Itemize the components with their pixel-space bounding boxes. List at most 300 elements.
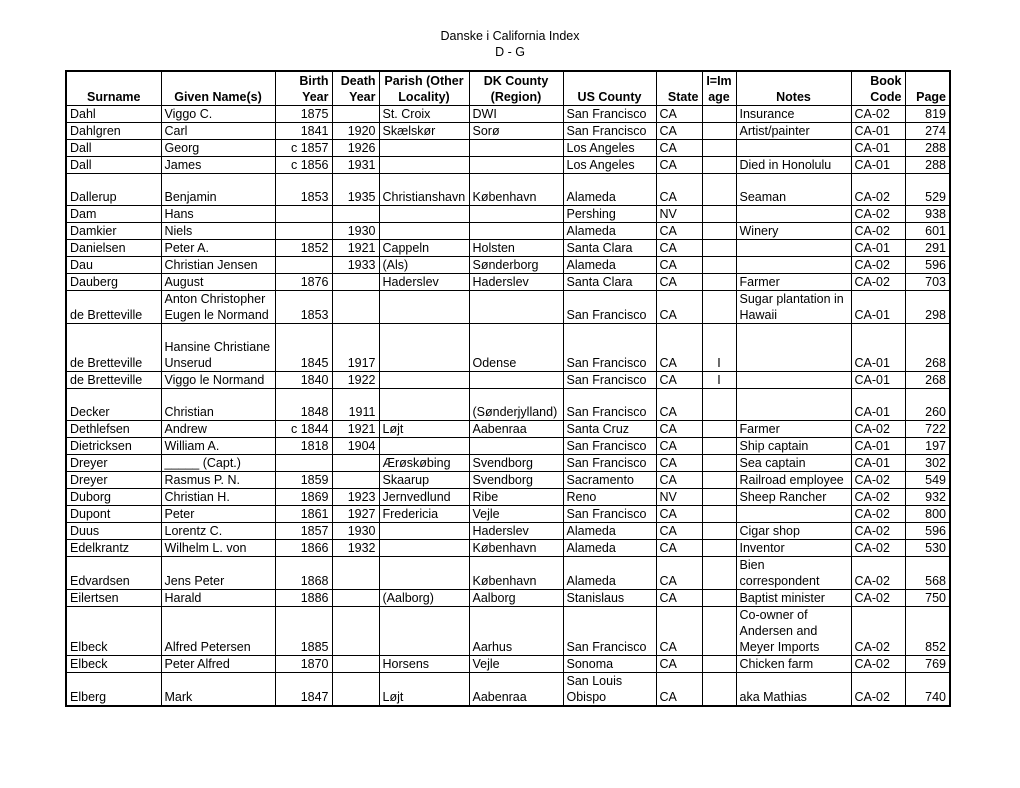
- book-code-cell: CA-02: [851, 274, 905, 291]
- given-names-cell: _____ (Capt.): [161, 455, 275, 472]
- index-table: [65, 70, 951, 707]
- parish-cell: Skælskør: [379, 123, 469, 140]
- book-code-cell: CA-02: [851, 540, 905, 557]
- birth-year-cell: c 1856: [275, 157, 332, 174]
- header-image: I=Im age: [702, 71, 736, 106]
- death-year-cell: 1931: [332, 157, 379, 174]
- table-row: [66, 123, 950, 140]
- notes-cell: Died in Honolulu: [736, 157, 851, 174]
- header-page: Page: [905, 71, 950, 106]
- page-cell: 529: [905, 174, 950, 206]
- parish-cell: [379, 140, 469, 157]
- dk-county-cell: Haderslev: [469, 523, 563, 540]
- parish-cell: Fredericia: [379, 506, 469, 523]
- us-county-cell: Los Angeles: [563, 140, 656, 157]
- state-cell: CA: [656, 223, 702, 240]
- table-row: [66, 324, 950, 372]
- page-cell: 268: [905, 324, 950, 372]
- surname-cell: Dupont: [66, 506, 161, 523]
- surname-cell: Duborg: [66, 489, 161, 506]
- death-year-cell: 1933: [332, 257, 379, 274]
- dk-county-cell: København: [469, 174, 563, 206]
- birth-year-cell: 1840: [275, 372, 332, 389]
- notes-cell: Railroad employee: [736, 472, 851, 489]
- dk-county-cell: Aalborg: [469, 590, 563, 607]
- state-cell: NV: [656, 206, 702, 223]
- death-year-cell: [332, 106, 379, 123]
- parish-cell: Haderslev: [379, 274, 469, 291]
- parish-cell: [379, 157, 469, 174]
- surname-cell: de Bretteville: [66, 291, 161, 324]
- surname-cell: Decker: [66, 389, 161, 421]
- header-book-code: Book Code: [851, 71, 905, 106]
- birth-year-cell: 1841: [275, 123, 332, 140]
- dk-county-cell: Aabenraa: [469, 421, 563, 438]
- death-year-cell: 1917: [332, 324, 379, 372]
- page-subtitle: D - G: [495, 45, 525, 59]
- notes-cell: Farmer: [736, 421, 851, 438]
- page-cell: 750: [905, 590, 950, 607]
- death-year-cell: [332, 274, 379, 291]
- birth-year-cell: c 1844: [275, 421, 332, 438]
- birth-year-cell: 1859: [275, 472, 332, 489]
- surname-cell: Dahlgren: [66, 123, 161, 140]
- table-row: [66, 673, 950, 707]
- image-flag-cell: [702, 223, 736, 240]
- notes-cell: [736, 372, 851, 389]
- state-cell: CA: [656, 472, 702, 489]
- surname-cell: Dauberg: [66, 274, 161, 291]
- parish-cell: [379, 607, 469, 656]
- book-code-cell: CA-02: [851, 656, 905, 673]
- us-county-cell: Reno: [563, 489, 656, 506]
- state-cell: CA: [656, 324, 702, 372]
- notes-cell: Farmer: [736, 274, 851, 291]
- given-names-cell: Harald: [161, 590, 275, 607]
- table-row: [66, 523, 950, 540]
- image-flag-cell: [702, 656, 736, 673]
- parish-cell: [379, 223, 469, 240]
- birth-year-cell: [275, 223, 332, 240]
- book-code-cell: CA-01: [851, 291, 905, 324]
- image-flag-cell: [702, 455, 736, 472]
- state-cell: CA: [656, 291, 702, 324]
- page-cell: 819: [905, 106, 950, 123]
- table-row: [66, 656, 950, 673]
- birth-year-cell: 1847: [275, 673, 332, 707]
- dk-county-cell: Odense: [469, 324, 563, 372]
- book-code-cell: CA-02: [851, 607, 905, 656]
- birth-year-cell: 1870: [275, 656, 332, 673]
- notes-cell: [736, 206, 851, 223]
- parish-cell: Skaarup: [379, 472, 469, 489]
- death-year-cell: 1921: [332, 421, 379, 438]
- parish-cell: [379, 324, 469, 372]
- image-flag-cell: [702, 421, 736, 438]
- us-county-cell: San Francisco: [563, 455, 656, 472]
- parish-cell: Christianshavn: [379, 174, 469, 206]
- dk-county-cell: København: [469, 540, 563, 557]
- dk-county-cell: Ribe: [469, 489, 563, 506]
- death-year-cell: 1922: [332, 372, 379, 389]
- page-cell: 596: [905, 523, 950, 540]
- birth-year-cell: 1861: [275, 506, 332, 523]
- state-cell: CA: [656, 540, 702, 557]
- page-cell: 769: [905, 656, 950, 673]
- death-year-cell: 1921: [332, 240, 379, 257]
- parish-cell: Løjt: [379, 421, 469, 438]
- dk-county-cell: Aabenraa: [469, 673, 563, 707]
- state-cell: CA: [656, 506, 702, 523]
- page-cell: 549: [905, 472, 950, 489]
- death-year-cell: [332, 291, 379, 324]
- parish-cell: [379, 540, 469, 557]
- notes-cell: Seaman: [736, 174, 851, 206]
- notes-cell: Cigar shop: [736, 523, 851, 540]
- notes-cell: Inventor: [736, 540, 851, 557]
- book-code-cell: CA-02: [851, 174, 905, 206]
- table-row: [66, 174, 950, 206]
- us-county-cell: San Francisco: [563, 106, 656, 123]
- header-notes: Notes: [736, 71, 851, 106]
- parish-cell: [379, 438, 469, 455]
- header-parish: Parish (Other Locality): [379, 71, 469, 106]
- state-cell: CA: [656, 174, 702, 206]
- dk-county-cell: Vejle: [469, 656, 563, 673]
- book-code-cell: CA-01: [851, 455, 905, 472]
- dk-county-cell: [469, 438, 563, 455]
- dk-county-cell: [469, 140, 563, 157]
- birth-year-cell: 1848: [275, 389, 332, 421]
- book-code-cell: CA-02: [851, 489, 905, 506]
- surname-cell: Elberg: [66, 673, 161, 707]
- table-row: [66, 489, 950, 506]
- surname-cell: Edvardsen: [66, 557, 161, 590]
- table-row: [66, 455, 950, 472]
- surname-cell: Dreyer: [66, 455, 161, 472]
- death-year-cell: [332, 673, 379, 707]
- book-code-cell: CA-02: [851, 472, 905, 489]
- book-code-cell: CA-02: [851, 557, 905, 590]
- surname-cell: Dallerup: [66, 174, 161, 206]
- us-county-cell: Santa Cruz: [563, 421, 656, 438]
- given-names-cell: Hansine Christiane Unserud: [161, 324, 275, 372]
- image-flag-cell: [702, 174, 736, 206]
- notes-cell: [736, 506, 851, 523]
- surname-cell: Dreyer: [66, 472, 161, 489]
- state-cell: CA: [656, 656, 702, 673]
- birth-year-cell: [275, 206, 332, 223]
- us-county-cell: Alameda: [563, 223, 656, 240]
- image-flag-cell: [702, 673, 736, 707]
- given-names-cell: William A.: [161, 438, 275, 455]
- parish-cell: [379, 557, 469, 590]
- notes-cell: [736, 140, 851, 157]
- death-year-cell: [332, 656, 379, 673]
- table-row: [66, 240, 950, 257]
- page-cell: 568: [905, 557, 950, 590]
- image-flag-cell: [702, 257, 736, 274]
- given-names-cell: Viggo le Normand: [161, 372, 275, 389]
- death-year-cell: [332, 590, 379, 607]
- page-cell: 800: [905, 506, 950, 523]
- table-row: [66, 472, 950, 489]
- notes-cell: Co-owner of Andersen and Meyer Imports: [736, 607, 851, 656]
- birth-year-cell: 1853: [275, 174, 332, 206]
- image-flag-cell: [702, 523, 736, 540]
- notes-cell: [736, 389, 851, 421]
- page-title: Danske i California Index: [440, 29, 580, 43]
- book-code-cell: CA-02: [851, 506, 905, 523]
- dk-county-cell: Sorø: [469, 123, 563, 140]
- birth-year-cell: 1875: [275, 106, 332, 123]
- us-county-cell: Sonoma: [563, 656, 656, 673]
- given-names-cell: Rasmus P. N.: [161, 472, 275, 489]
- dk-county-cell: [469, 157, 563, 174]
- dk-county-cell: (Sønderjylland): [469, 389, 563, 421]
- image-flag-cell: I: [702, 372, 736, 389]
- given-names-cell: Christian H.: [161, 489, 275, 506]
- us-county-cell: Alameda: [563, 540, 656, 557]
- table-row: [66, 291, 950, 324]
- given-names-cell: Mark: [161, 673, 275, 707]
- us-county-cell: San Louis Obispo: [563, 673, 656, 707]
- given-names-cell: James: [161, 157, 275, 174]
- death-year-cell: 1932: [332, 540, 379, 557]
- given-names-cell: Niels: [161, 223, 275, 240]
- book-code-cell: CA-01: [851, 324, 905, 372]
- notes-cell: Ship captain: [736, 438, 851, 455]
- parish-cell: Horsens: [379, 656, 469, 673]
- page-cell: 298: [905, 291, 950, 324]
- table-row: [66, 157, 950, 174]
- state-cell: CA: [656, 389, 702, 421]
- given-names-cell: Carl: [161, 123, 275, 140]
- us-county-cell: San Francisco: [563, 291, 656, 324]
- death-year-cell: 1930: [332, 223, 379, 240]
- us-county-cell: San Francisco: [563, 607, 656, 656]
- image-flag-cell: [702, 506, 736, 523]
- surname-cell: Duus: [66, 523, 161, 540]
- book-code-cell: CA-01: [851, 372, 905, 389]
- notes-cell: Artist/painter: [736, 123, 851, 140]
- death-year-cell: 1920: [332, 123, 379, 140]
- death-year-cell: [332, 455, 379, 472]
- us-county-cell: San Francisco: [563, 389, 656, 421]
- us-county-cell: San Francisco: [563, 324, 656, 372]
- image-flag-cell: [702, 140, 736, 157]
- notes-cell: Chicken farm: [736, 656, 851, 673]
- surname-cell: Eilertsen: [66, 590, 161, 607]
- us-county-cell: San Francisco: [563, 372, 656, 389]
- parish-cell: [379, 523, 469, 540]
- state-cell: CA: [656, 421, 702, 438]
- book-code-cell: CA-02: [851, 206, 905, 223]
- state-cell: CA: [656, 157, 702, 174]
- death-year-cell: [332, 557, 379, 590]
- us-county-cell: San Francisco: [563, 123, 656, 140]
- state-cell: CA: [656, 590, 702, 607]
- us-county-cell: San Francisco: [563, 506, 656, 523]
- book-code-cell: CA-02: [851, 106, 905, 123]
- header-state: State: [656, 71, 702, 106]
- page-cell: 932: [905, 489, 950, 506]
- given-names-cell: Christian Jensen: [161, 257, 275, 274]
- given-names-cell: Lorentz C.: [161, 523, 275, 540]
- page-cell: 530: [905, 540, 950, 557]
- table-row: [66, 257, 950, 274]
- surname-cell: Dall: [66, 157, 161, 174]
- state-cell: CA: [656, 372, 702, 389]
- given-names-cell: Alfred Petersen: [161, 607, 275, 656]
- birth-year-cell: 1857: [275, 523, 332, 540]
- header-birth-year: Birth Year: [275, 71, 332, 106]
- page-cell: 288: [905, 140, 950, 157]
- image-flag-cell: [702, 123, 736, 140]
- page-cell: 274: [905, 123, 950, 140]
- page-cell: 302: [905, 455, 950, 472]
- parish-cell: (Aalborg): [379, 590, 469, 607]
- state-cell: CA: [656, 140, 702, 157]
- book-code-cell: CA-01: [851, 123, 905, 140]
- given-names-cell: Wilhelm L. von: [161, 540, 275, 557]
- book-code-cell: CA-02: [851, 673, 905, 707]
- dk-county-cell: [469, 372, 563, 389]
- table-row: [66, 140, 950, 157]
- us-county-cell: San Francisco: [563, 438, 656, 455]
- parish-cell: [379, 389, 469, 421]
- image-flag-cell: [702, 240, 736, 257]
- table-row: [66, 557, 950, 590]
- image-flag-cell: [702, 557, 736, 590]
- given-names-cell: Hans: [161, 206, 275, 223]
- page-cell: 938: [905, 206, 950, 223]
- surname-cell: Dahl: [66, 106, 161, 123]
- notes-cell: [736, 257, 851, 274]
- birth-year-cell: 1866: [275, 540, 332, 557]
- given-names-cell: Georg: [161, 140, 275, 157]
- death-year-cell: [332, 607, 379, 656]
- image-flag-cell: [702, 106, 736, 123]
- table-row: [66, 372, 950, 389]
- parish-cell: Jernvedlund: [379, 489, 469, 506]
- dk-county-cell: Svendborg: [469, 455, 563, 472]
- state-cell: CA: [656, 557, 702, 590]
- state-cell: CA: [656, 274, 702, 291]
- notes-cell: Insurance: [736, 106, 851, 123]
- death-year-cell: [332, 206, 379, 223]
- birth-year-cell: 1876: [275, 274, 332, 291]
- image-flag-cell: [702, 206, 736, 223]
- image-flag-cell: I: [702, 324, 736, 372]
- book-code-cell: CA-01: [851, 438, 905, 455]
- book-code-cell: CA-01: [851, 240, 905, 257]
- header-death-year: Death Year: [332, 71, 379, 106]
- surname-cell: de Bretteville: [66, 324, 161, 372]
- death-year-cell: 1927: [332, 506, 379, 523]
- image-flag-cell: [702, 540, 736, 557]
- notes-cell: Sheep Rancher: [736, 489, 851, 506]
- birth-year-cell: 1845: [275, 324, 332, 372]
- table-row: [66, 206, 950, 223]
- death-year-cell: [332, 472, 379, 489]
- surname-cell: Edelkrantz: [66, 540, 161, 557]
- table-row: [66, 223, 950, 240]
- page-cell: 601: [905, 223, 950, 240]
- dk-county-cell: Holsten: [469, 240, 563, 257]
- parish-cell: Cappeln: [379, 240, 469, 257]
- dk-county-cell: Svendborg: [469, 472, 563, 489]
- book-code-cell: CA-02: [851, 257, 905, 274]
- page-cell: 291: [905, 240, 950, 257]
- us-county-cell: Santa Clara: [563, 274, 656, 291]
- us-county-cell: Alameda: [563, 174, 656, 206]
- surname-cell: Dethlefsen: [66, 421, 161, 438]
- state-cell: NV: [656, 489, 702, 506]
- dk-county-cell: Haderslev: [469, 274, 563, 291]
- birth-year-cell: 1853: [275, 291, 332, 324]
- book-code-cell: CA-02: [851, 523, 905, 540]
- page-cell: 703: [905, 274, 950, 291]
- us-county-cell: Santa Clara: [563, 240, 656, 257]
- birth-year-cell: 1885: [275, 607, 332, 656]
- birth-year-cell: [275, 455, 332, 472]
- us-county-cell: Alameda: [563, 523, 656, 540]
- image-flag-cell: [702, 489, 736, 506]
- state-cell: CA: [656, 523, 702, 540]
- page-cell: 740: [905, 673, 950, 707]
- us-county-cell: Pershing: [563, 206, 656, 223]
- death-year-cell: 1926: [332, 140, 379, 157]
- dk-county-cell: Aarhus: [469, 607, 563, 656]
- given-names-cell: Viggo C.: [161, 106, 275, 123]
- birth-year-cell: 1852: [275, 240, 332, 257]
- page-cell: 722: [905, 421, 950, 438]
- given-names-cell: Peter Alfred: [161, 656, 275, 673]
- given-names-cell: August: [161, 274, 275, 291]
- surname-cell: de Bretteville: [66, 372, 161, 389]
- parish-cell: [379, 206, 469, 223]
- header-dk-county: DK County (Region): [469, 71, 563, 106]
- given-names-cell: Jens Peter: [161, 557, 275, 590]
- death-year-cell: 1904: [332, 438, 379, 455]
- given-names-cell: Christian: [161, 389, 275, 421]
- surname-cell: Dau: [66, 257, 161, 274]
- us-county-cell: Alameda: [563, 257, 656, 274]
- table-row: [66, 540, 950, 557]
- parish-cell: Ærøskøbing: [379, 455, 469, 472]
- parish-cell: [379, 372, 469, 389]
- death-year-cell: 1911: [332, 389, 379, 421]
- header-row: [66, 71, 950, 106]
- parish-cell: Løjt: [379, 673, 469, 707]
- us-county-cell: Alameda: [563, 557, 656, 590]
- dk-county-cell: København: [469, 557, 563, 590]
- death-year-cell: 1930: [332, 523, 379, 540]
- image-flag-cell: [702, 590, 736, 607]
- given-names-cell: Anton Christopher Eugen le Normand: [161, 291, 275, 324]
- table-row: [66, 389, 950, 421]
- notes-cell: Baptist minister: [736, 590, 851, 607]
- page-cell: 268: [905, 372, 950, 389]
- notes-cell: [736, 324, 851, 372]
- parish-cell: St. Croix: [379, 106, 469, 123]
- state-cell: CA: [656, 123, 702, 140]
- us-county-cell: Los Angeles: [563, 157, 656, 174]
- parish-cell: [379, 291, 469, 324]
- state-cell: CA: [656, 607, 702, 656]
- header-us-county: US County: [563, 71, 656, 106]
